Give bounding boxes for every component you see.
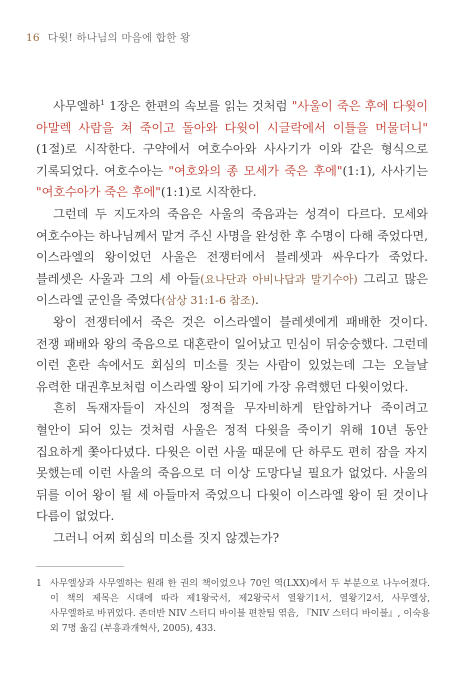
running-header (26, 30, 190, 45)
paragraph-4 (36, 398, 428, 528)
paragraph-3 (36, 312, 428, 398)
footnote-text: 사무엘상과 사무엘하는 원래 한 권의 책이었으나 70인 역(LXX)에서 두 부분으로 나누어졌다. 이 책의 제목은 시대에 따라 제1왕국서, 제2왕국서 열왕기1서, 열왕기2서, 사무엘상, 사무엘하로 바뀌었다. 존더반 NIV 스터디 바이블 편찬팀 엮음, 『NIV 스터디 바이블』, 이숙용 외 7명 옮김 (부흥과개혁사, 2005), 433. (50, 578, 430, 634)
footnote-divider (36, 566, 124, 567)
parenthetical-note: (요나단과 아비나답과 말기수아) (200, 272, 358, 286)
text-span: 그리고 많은 이스라엘 군인을 죽였다 (36, 271, 428, 308)
text-span: 왕이 전쟁터에서 죽은 것은 이스라엘이 블레셋에게 패배한 것이다. 전쟁 패배와 왕의 죽음으로 대혼란이 일어났고 민심이 뒤숭숭했다. 그런데 이런 혼란 속에서도 회심의 미소를 짓는 사람이 있었는데 그는 오늘날 유력한 대권후보처럼 이스라엘 왕이 되기에 가장 유력했던 다윗이었다. (36, 314, 428, 394)
text-span: 1장은 한편의 속보를 읽는 것처럼 (104, 99, 292, 113)
running-title: 다윗! 하나님의 마음에 합한 왕 (47, 32, 191, 44)
text-span: 그런데 두 지도자의 죽음은 사울의 죽음과는 성격이 다르다. 모세와 여호수아는 하나님께서 맡겨 주신 사명을 완성한 후 수명이 다해 죽었다면, 이스라엘의 왕이었던 사울은 전쟁터에서 블레셋과 싸우다가 죽었다. 블레셋은 사울과 그의 세 아들 (36, 206, 428, 286)
text-span: 그러니 어찌 회심의 미소를 짓지 않겠는가? (53, 530, 280, 545)
footnote-number: 1 (36, 578, 42, 589)
text-span: (1:1)로 시작한다. (160, 185, 257, 200)
page-number: 16 (26, 32, 40, 44)
footnote (36, 576, 430, 636)
paragraph-5 (36, 528, 428, 550)
footnote-reference[interactable]: 1 (100, 97, 105, 107)
text-span: . (254, 293, 259, 308)
text-span: 사무엘하 (53, 99, 101, 113)
scripture-quote: "사울이 죽은 후에 다윗이 아말렉 사람을 쳐 죽이고 돌아와 다윗이 시글락에서 이틀을 머물더니" (36, 99, 428, 135)
scripture-quote: "여호수아가 죽은 후에" (36, 185, 161, 200)
paragraph-1 (36, 96, 428, 204)
scripture-quote: "여호와의 종 모세가 죽은 후에" (168, 163, 343, 178)
text-span: (1절)로 시작한다. 구약에서 여호수아와 사사기가 이와 같은 형식으로 기록되었다. 여호수아는 (36, 142, 428, 178)
body-text (36, 96, 428, 549)
text-span: (1:1), 사사기는 (342, 163, 428, 178)
paragraph-2 (36, 204, 428, 312)
scripture-reference: (삼상 31:1-6 참조) (161, 294, 255, 308)
text-span: 흔히 독재자들이 자신의 정적을 무자비하게 탄압하거나 죽이려고 혈안이 되어 있는 것처럼 사울은 정적 다윗을 죽이기 위해 10년 동안 집요하게 쫓아다녔다. 다윗은 이런 사울 때문에 단 하루도 편히 잠을 자지 못했는데 이런 사울의 죽음으로 더 이상 도망다닐 필요가 없었다. 사울의 뒤를 이어 왕이 될 세 아들마저 죽었으니 다윗이 이스라엘 왕이 된 것이나 다름이 없었다. (36, 401, 428, 524)
